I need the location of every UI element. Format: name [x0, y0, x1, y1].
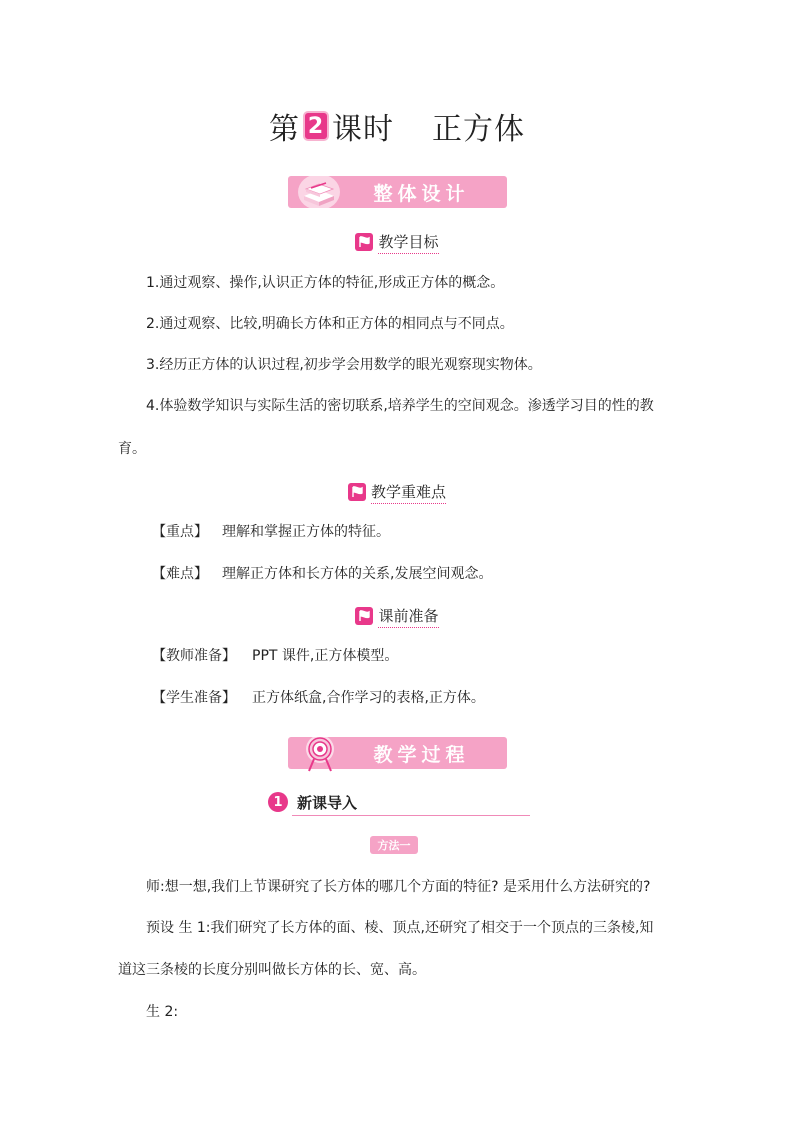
- book-stack-icon: [296, 172, 342, 212]
- student-prep-row: [152, 688, 485, 708]
- objective-item-continued: 育。: [118, 441, 146, 457]
- title-prefix: 第: [269, 112, 300, 147]
- flag-icon: [355, 233, 373, 251]
- title-suffix: 课时: [332, 112, 394, 147]
- dialogue-line: 生 2:: [146, 1004, 179, 1020]
- section-title: 新课导入: [297, 794, 358, 812]
- dialogue-line: 道这三条棱的长度分别叫做长方体的长、宽、高。: [118, 962, 426, 978]
- objectives-heading-text: 教学目标: [378, 231, 438, 254]
- key-points-heading: [0, 480, 794, 504]
- method-tag: 方法一: [370, 836, 418, 854]
- lesson-number-badge: 2: [303, 111, 329, 141]
- objectives-heading: [0, 230, 794, 254]
- difficult-label: 【难点】: [152, 566, 208, 582]
- banner-teaching-process: [288, 737, 507, 769]
- page-title: [0, 104, 794, 148]
- key-point-row: [152, 522, 390, 542]
- key-text: 理解和掌握正方体的特征。: [222, 524, 390, 540]
- teacher-prep-label: 【教师准备】: [152, 648, 236, 664]
- section-number: 1: [268, 792, 288, 812]
- banner-label: 整体设计: [373, 182, 470, 205]
- flag-icon: [355, 607, 373, 625]
- student-prep-text: 正方体纸盒,合作学习的表格,正方体。: [252, 690, 485, 706]
- dialogue-line: 预设 生 1:我们研究了长方体的面、棱、顶点,还研究了相交于一个顶点的三条棱,知: [146, 920, 654, 936]
- target-icon: [296, 733, 342, 773]
- objective-item: 1.通过观察、操作,认识正方体的特征,形成正方体的概念。: [146, 275, 505, 291]
- objective-item: 4.体验数学知识与实际生活的密切联系,培养学生的空间观念。渗透学习目的性的教: [146, 398, 654, 414]
- section-1-heading: [268, 790, 530, 816]
- section-underline: [292, 815, 530, 817]
- difficult-text: 理解正方体和长方体的关系,发展空间观念。: [222, 566, 493, 582]
- key-label: 【重点】: [152, 524, 208, 540]
- objective-item: 2.通过观察、比较,明确长方体和正方体的相同点与不同点。: [146, 316, 514, 332]
- difficult-point-row: [152, 564, 492, 584]
- title-topic: 正方体: [432, 112, 525, 147]
- teacher-prep-row: [152, 646, 398, 666]
- teacher-prep-text: PPT 课件,正方体模型。: [252, 648, 399, 664]
- banner-overall-design: [288, 176, 507, 208]
- preparation-heading: [0, 604, 794, 628]
- key-points-heading-text: 教学重难点: [371, 481, 446, 504]
- banner-label: 教学过程: [373, 743, 470, 766]
- preparation-heading-text: 课前准备: [378, 605, 438, 628]
- dialogue-line: 师:想一想,我们上节课研究了长方体的哪几个方面的特征? 是采用什么方法研究的?: [146, 879, 651, 895]
- student-prep-label: 【学生准备】: [152, 690, 236, 706]
- flag-icon: [348, 483, 366, 501]
- objective-item: 3.经历正方体的认识过程,初步学会用数学的眼光观察现实物体。: [146, 357, 542, 373]
